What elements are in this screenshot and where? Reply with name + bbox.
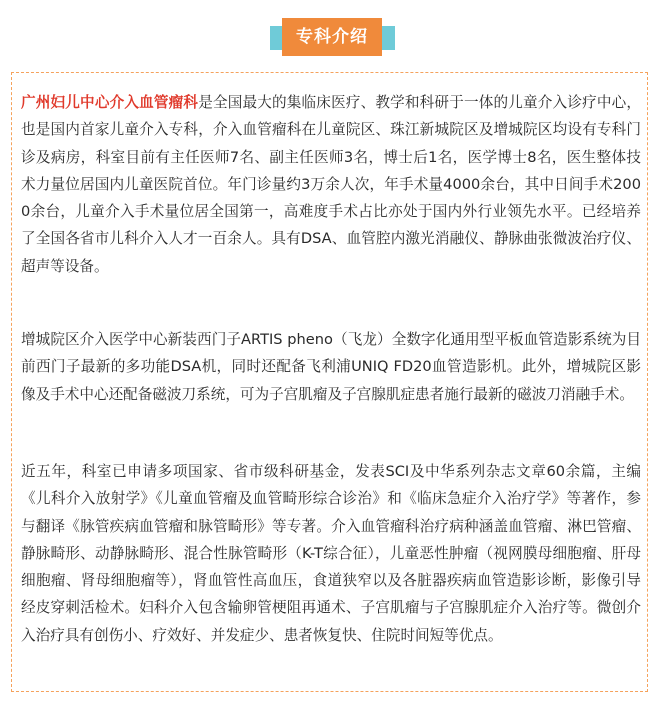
section-title: 专科介绍 — [282, 18, 382, 56]
content-box — [11, 72, 648, 692]
paragraph-equipment: 增城院区介入医学中心新装西门子ARTIS pheno（飞龙）全数字化通用型平板血管造影系统为目前西门子最新的多功能DSA机，同时还配备飞利浦UNIQ FD20血管造影机。此外，增城院区影像及手术中心还配备磁波刀系统，可为子宫肌瘤及子宫腺肌症患者施行最新的磁波刀消融手术。 — [21, 331, 641, 403]
paragraph-intro — [21, 89, 641, 280]
paragraph-intro-body: 是全国最大的集临床医疗、教学和科研于一体的儿童介入诊疗中心，也是国内首家儿童介入专科，介入血管瘤科在儿童院区、珠江新城院区及增城院区均设有专科门诊及病房，科室目前有主任医师7名、副主任医师3名，博士后1名，医学博士8名，医生整体技术力量位居国内儿童医院首位。年门诊量约3万余人次，年手术量4000余台，其中日间手术2000余台，儿童介入手术量位居全国第一，高难度手术占比亦处于国内外行业领先水平。已经培养了全国各省市儿科介入人才一百余人。具有DSA、血管腔内激光消融仪、静脉曲张微波治疗仪、超声等设备。 — [21, 94, 641, 275]
section-header — [0, 18, 663, 58]
department-name: 广州妇儿中心介入血管瘤科 — [21, 94, 199, 111]
paragraph-research: 近五年，科室已申请多项国家、省市级科研基金，发表SCI及中华系列杂志文章60余篇，主编《儿科介入放射学》《儿童血管瘤及血管畸形综合诊治》和《临床急症介入治疗学》等著作，参与翻译《脉管疾病血管瘤和脉管畸形》等专著。介入血管瘤科治疗病种涵盖血管瘤、淋巴管瘤、静脉畸形、动静脉畸形、混合性脉管畸形（K-T综合征），儿童恶性肿瘤（视网膜母细胞瘤、肝母细胞瘤、肾母细胞瘤等），肾血管性高血压，食道狭窄以及各脏器疾病血管造影诊断，影像引导经皮穿刺活检术。妇科介入包含输卵管梗阻再通术、子宫肌瘤与子宫腺肌症介入治疗等。微创介入治疗具有创伤小、疗效好、并发症少、患者恢复快、住院时间短等优点。 — [21, 463, 641, 644]
